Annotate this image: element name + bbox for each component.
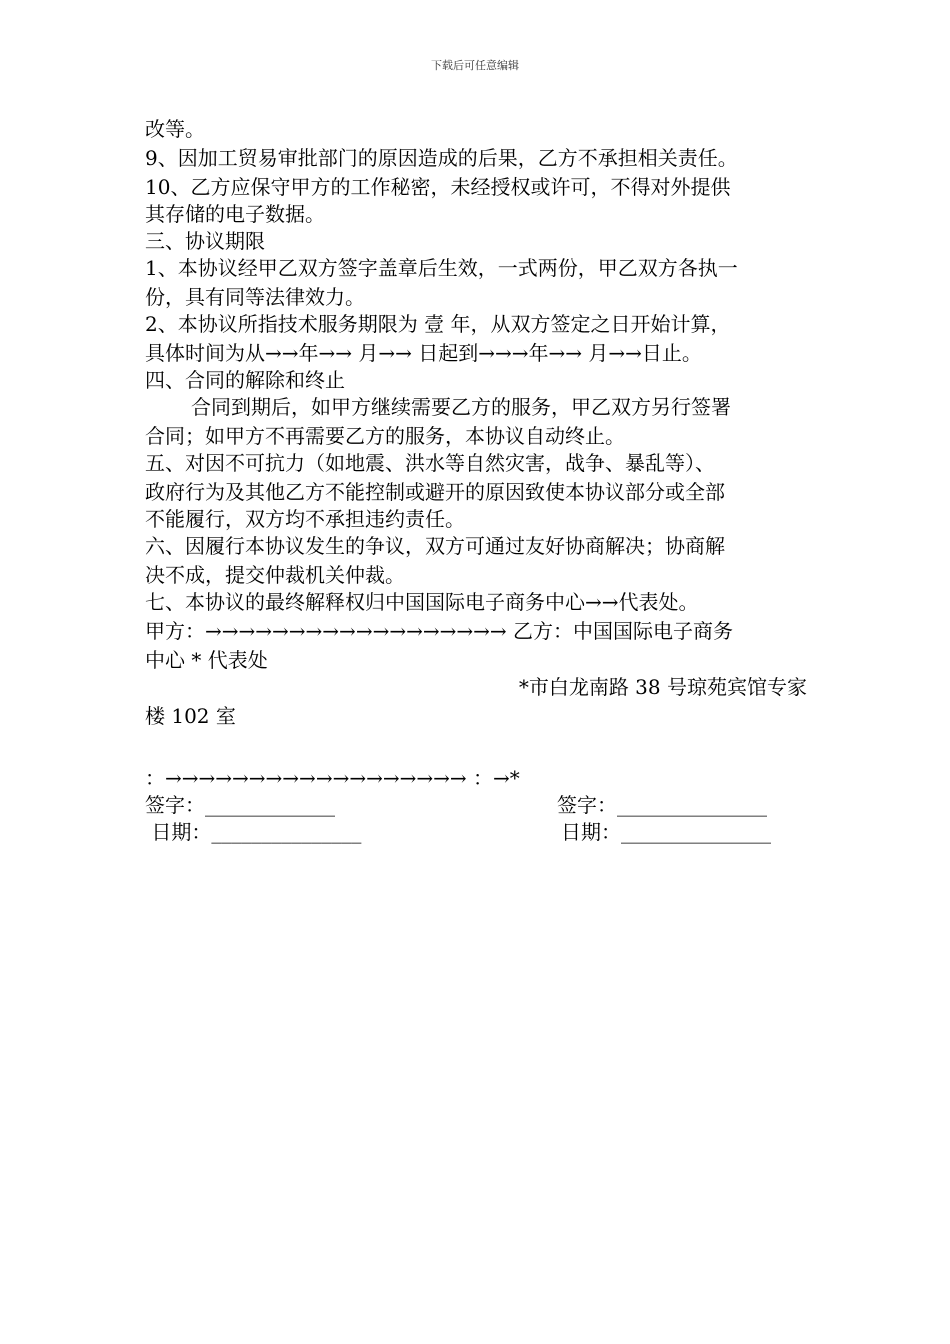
paragraph-line: 具体时间为从→→年→→ 月→→ 日起到→→→年→→ 月→→日止。 bbox=[145, 341, 702, 365]
party-line: 甲方：→→→→→→→→→→→→→→→→→→ 乙方：中国国际电子商务 bbox=[145, 619, 733, 643]
right-date-field: 日期：_______________ bbox=[561, 820, 771, 844]
paragraph-line: 其存储的电子数据。 bbox=[145, 202, 325, 226]
page-header: 下载后可任意编辑 bbox=[431, 59, 519, 72]
document-body bbox=[145, 116, 807, 846]
section-heading: 四、合同的解除和终止 bbox=[145, 368, 345, 392]
clause-10: 10、乙方应保守甲方的工作秘密，未经授权或许可，不得对外提供 bbox=[145, 175, 731, 199]
clause-9: 9、因加工贸易审批部门的原因造成的后果，乙方不承担相关责任。 bbox=[145, 146, 738, 170]
section-heading: 五、对因不可抗力（如地震、洪水等自然灾害，战争、暴乱等）、 bbox=[145, 451, 715, 475]
section-heading: 六、因履行本协议发生的争议，双方可通过友好协商解决；协商解 bbox=[145, 534, 725, 558]
paragraph-line: 合同；如甲方不再需要乙方的服务，本协议自动终止。 bbox=[145, 424, 625, 448]
paragraph-line: 份，具有同等法律效力。 bbox=[145, 285, 365, 309]
paragraph-line: 决不成，提交仲裁机关仲裁。 bbox=[145, 563, 405, 587]
section-heading: 七、本协议的最终解释权归中国国际电子商务中心→→代表处。 bbox=[145, 590, 699, 614]
paragraph-line: 不能履行，双方均不承担违约责任。 bbox=[145, 507, 465, 531]
signature-row bbox=[145, 792, 807, 819]
address-line: *市白龙南路 38 号琼苑宾馆专家 bbox=[518, 675, 807, 699]
address-line: 楼 102 室 bbox=[145, 704, 236, 728]
party-line: ：→→→→→→→→→→→→→→→→→→ ：→* bbox=[145, 766, 520, 790]
party-line: 中心 * 代表处 bbox=[145, 648, 268, 672]
section-heading: 三、协议期限 bbox=[145, 229, 265, 253]
paragraph-line: 政府行为及其他乙方不能控制或避开的原因致使本协议部分或全部 bbox=[145, 480, 725, 504]
paragraph-line: 改等。 bbox=[145, 117, 205, 141]
paragraph-line: 合同到期后，如甲方继续需要乙方的服务，甲乙双方另行签署 bbox=[191, 395, 731, 419]
left-date-field: 日期：_______________ bbox=[145, 820, 362, 844]
spacer bbox=[145, 730, 807, 765]
date-row bbox=[145, 819, 807, 846]
right-signature-field: 签字：_______________ bbox=[557, 793, 767, 817]
clause-1: 1、本协议经甲乙双方签字盖章后生效，一式两份，甲乙双方各执一 bbox=[145, 256, 738, 280]
left-signature-field: 签字：_____________ bbox=[145, 793, 335, 817]
clause-2: 2、本协议所指技术服务期限为 壹 年，从双方签定之日开始计算， bbox=[145, 312, 731, 336]
